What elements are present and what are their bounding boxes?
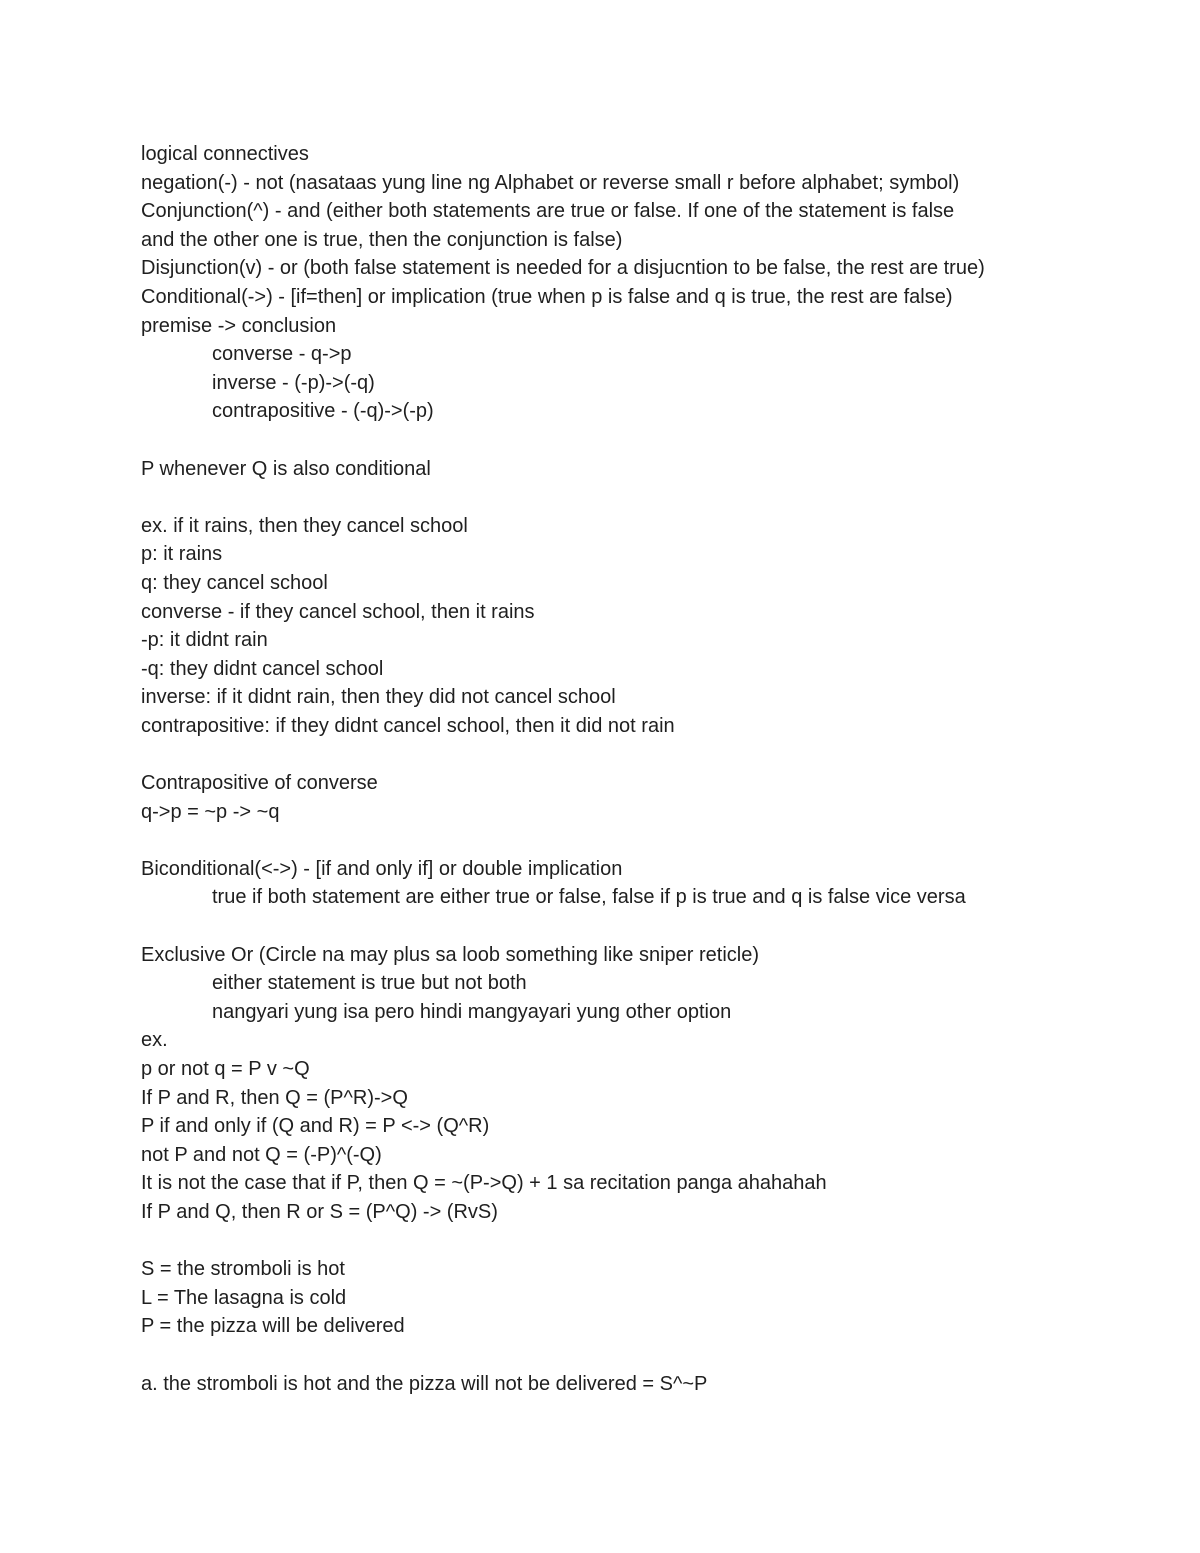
blank-line (141, 1341, 1141, 1370)
text-line: P whenever Q is also conditional (141, 457, 431, 480)
text-line: Contrapositive of converse (141, 772, 378, 795)
document-body (141, 140, 1141, 1398)
text-line: true if both statement are either true or false, false if p is true and q is false vice versa (212, 886, 966, 909)
text-line: Conditional(->) - [if=then] or implication (true when p is false and q is true, the rest are false) (141, 285, 953, 308)
text-line: inverse - (-p)->(-q) (212, 371, 375, 394)
text-line: converse - if they cancel school, then it rains (141, 600, 535, 623)
text-line: a. the stromboli is hot and the pizza will not be delivered = S^~P (141, 1372, 708, 1395)
text-line: and the other one is true, then the conjunction is false) (141, 228, 623, 251)
text-line: ex. (141, 1029, 168, 1052)
text-line: L = The lasagna is cold (141, 1286, 347, 1309)
text-line: Biconditional(<->) - [if and only if] or double implication (141, 857, 623, 880)
blank-line (141, 912, 1141, 941)
text-line: If P and Q, then R or S = (P^Q) -> (RvS) (141, 1200, 498, 1223)
text-line: -q: they didnt cancel school (141, 657, 384, 680)
text-line: Conjunction(^) - and (either both statements are true or false. If one of the statement is false (141, 200, 955, 223)
text-line: Exclusive Or (Circle na may plus sa loob something like sniper reticle) (141, 943, 760, 966)
text-line: ex. if it rains, then they cancel school (141, 514, 468, 537)
blank-line (141, 826, 1141, 855)
text-line: P if and only if (Q and R) = P <-> (Q^R) (141, 1115, 490, 1138)
text-line: logical connectives (141, 143, 309, 165)
text-line: It is not the case that if P, then Q = ~(P->Q) + 1 sa recitation panga ahahahah (141, 1172, 827, 1195)
text-line: premise -> conclusion (141, 314, 337, 337)
text-line: negation(-) - not (nasataas yung line ng Alphabet or reverse small r before alphabet; symbol) (141, 171, 960, 194)
text-line: p: it rains (141, 543, 223, 566)
text-line: S = the stromboli is hot (141, 1258, 345, 1281)
blank-line (141, 426, 1141, 455)
text-line: p or not q = P v ~Q (141, 1058, 310, 1080)
text-line: If P and R, then Q = (P^R)->Q (141, 1086, 408, 1109)
text-line: q->p = ~p -> ~q (141, 800, 280, 823)
blank-line (141, 1227, 1141, 1256)
text-line: P = the pizza will be delivered (141, 1315, 405, 1338)
text-line: either statement is true but not both (212, 972, 527, 995)
text-line: contrapositive - (-q)->(-p) (212, 400, 434, 423)
text-line: converse - q->p (212, 343, 352, 366)
text-line: nangyari yung isa pero hindi mangyayari yung other option (212, 1000, 732, 1023)
text-line: Disjunction(v) - or (both false statement is needed for a disjucntion to be false, the rest are true) (141, 257, 985, 280)
text-line: -p: it didnt rain (141, 629, 268, 652)
text-line: contrapositive: if they didnt cancel school, then it did not rain (141, 714, 675, 737)
blank-line (141, 740, 1141, 769)
text-line: q: they cancel school (141, 571, 328, 594)
blank-line (141, 483, 1141, 512)
text-line: inverse: if it didnt rain, then they did not cancel school (141, 686, 616, 709)
text-line: not P and not Q = (-P)^(-Q) (141, 1143, 382, 1166)
